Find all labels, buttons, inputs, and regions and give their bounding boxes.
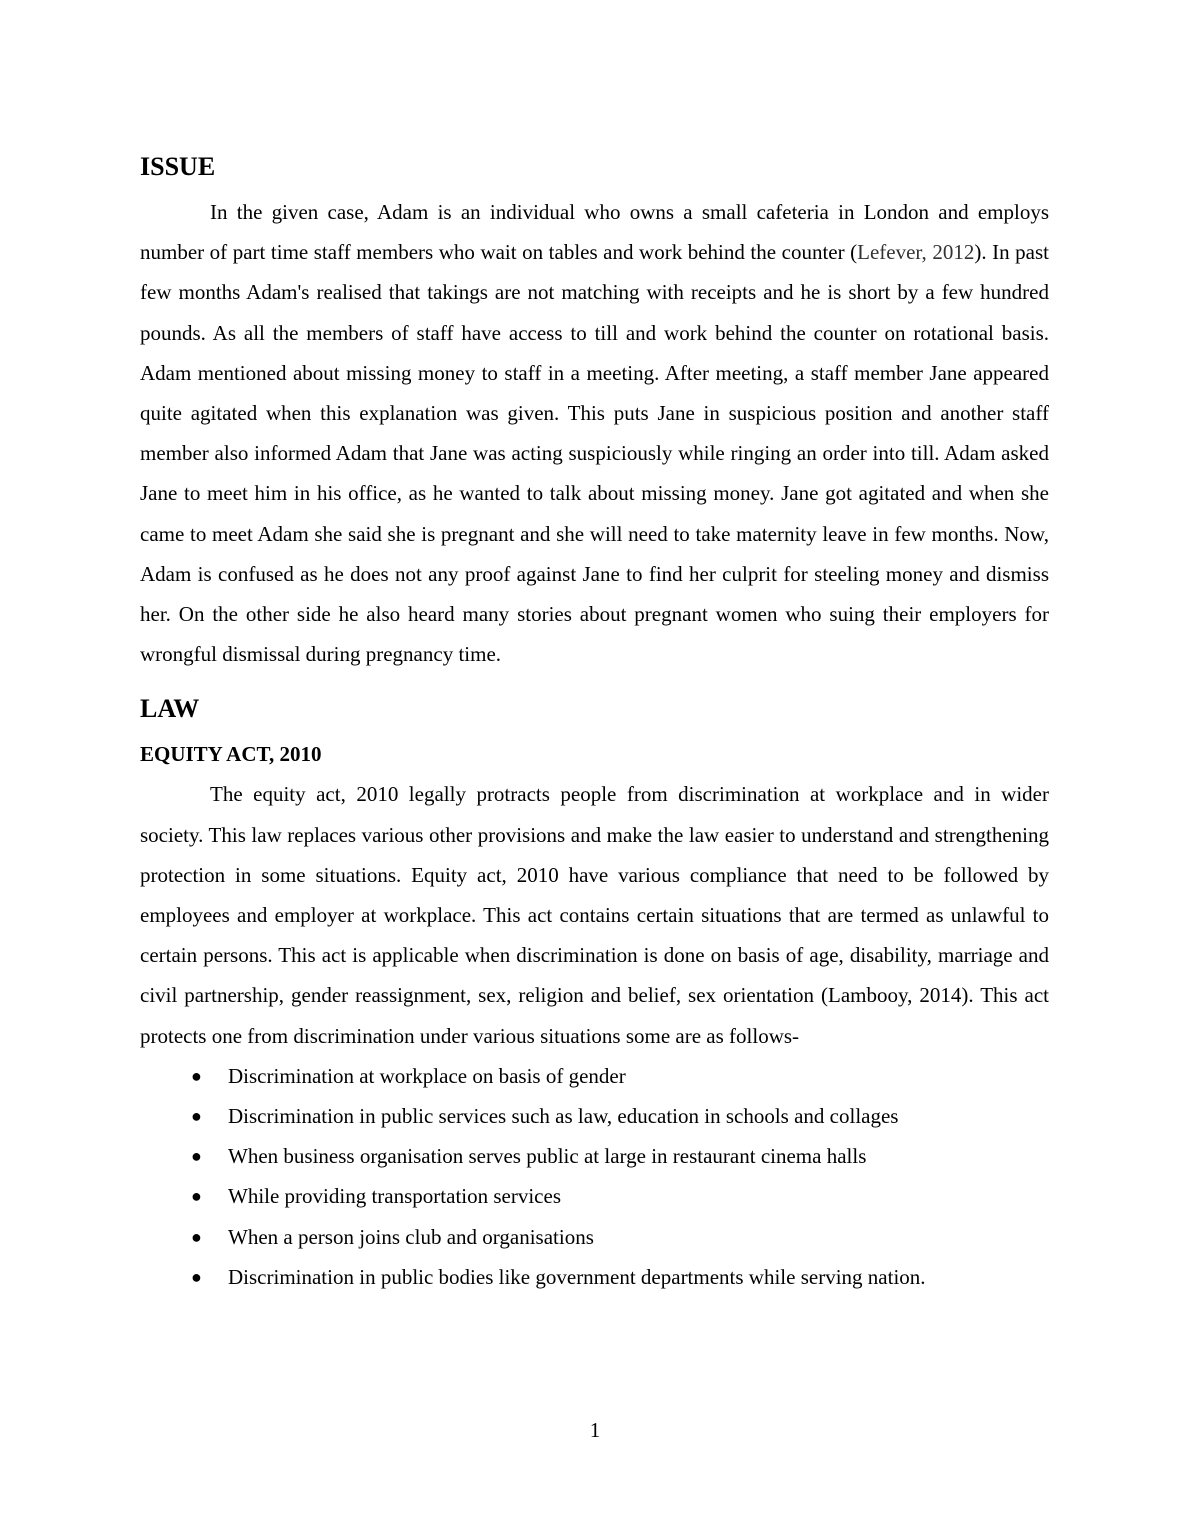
list-item bbox=[140, 1056, 1049, 1096]
list-item-text: Discrimination in public bodies like government departments while serving nation. bbox=[228, 1264, 926, 1289]
bullet-icon: ● bbox=[191, 1146, 202, 1167]
page-number: 1 bbox=[589, 1418, 601, 1442]
law-subheading: EQUITY ACT, 2010 bbox=[140, 742, 322, 767]
list-item bbox=[140, 1257, 1049, 1297]
law-paragraph: The equity act, 2010 legally protracts people from discrimination at workplace and in wider society. This law replaces various other provisions and make the law easier to understand and strengthening protection in some situations. Equity act, 2010 have various compliance that need to be followed by employees and employer at workplace. This act contains certain situations that are termed as unlawful to certain persons. This act is applicable when discrimination is done on basis of age, disability, marriage and civil partnership, gender reassignment, sex, religion and belief, sex orientation (Lambooy, 2014). This act protects one from discrimination under various situations some are as follows- bbox=[140, 782, 1049, 1048]
list-item-text: Discrimination in public services such as law, education in schools and collages bbox=[228, 1104, 899, 1129]
document-page bbox=[140, 150, 1049, 1297]
bullet-icon: ● bbox=[191, 1266, 202, 1287]
bullet-icon: ● bbox=[191, 1065, 202, 1086]
list-item-text: Discrimination at workplace on basis of gender bbox=[228, 1063, 626, 1088]
bullet-icon: ● bbox=[191, 1106, 202, 1127]
law-bullet-list bbox=[140, 1056, 1049, 1297]
list-item-text: While providing transportation services bbox=[228, 1184, 561, 1209]
issue-text-start: In the given case, Adam is an individual who owns a small cafeteria in London and employs number of part time staff members who wait on tables and work behind the counter ( bbox=[140, 200, 1049, 265]
list-item bbox=[140, 1096, 1049, 1136]
issue-text-end: ). In past few months Adam's realised that takings are not matching with receipts and he is short by a few hundred pounds. As all the members of staff have access to till and work behind the counter on rotational basis. Adam mentioned about missing money to staff in a meeting. After meeting, a staff member Jane appeared quite agitated when this explanation was given. This puts Jane in suspicious position and another staff member also informed Adam that Jane was acting suspiciously while ringing an order into till. Adam asked Jane to meet him in his office, as he wanted to talk about missing money. Jane got agitated and when she came to meet Adam she said she is pregnant and she will need to take maternity leave in few months. Now, Adam is confused as he does not any proof against Jane to find her culprit for steeling money and dismiss her. On the other side he also heard many stories about pregnant women who suing their employers for wrongful dismissal during pregnancy time. bbox=[140, 240, 1049, 667]
list-item bbox=[140, 1176, 1049, 1216]
bullet-icon: ● bbox=[191, 1226, 202, 1247]
issue-citation: Lefever, 2012 bbox=[857, 240, 975, 265]
bullet-icon: ● bbox=[191, 1186, 202, 1207]
list-item bbox=[140, 1217, 1049, 1257]
list-item-text: When a person joins club and organisations bbox=[228, 1224, 594, 1249]
issue-paragraph bbox=[140, 192, 1049, 674]
list-item bbox=[140, 1136, 1049, 1176]
law-heading: LAW bbox=[140, 694, 200, 724]
list-item-text: When business organisation serves public at large in restaurant cinema halls bbox=[228, 1144, 867, 1169]
issue-heading: ISSUE bbox=[140, 152, 216, 181]
